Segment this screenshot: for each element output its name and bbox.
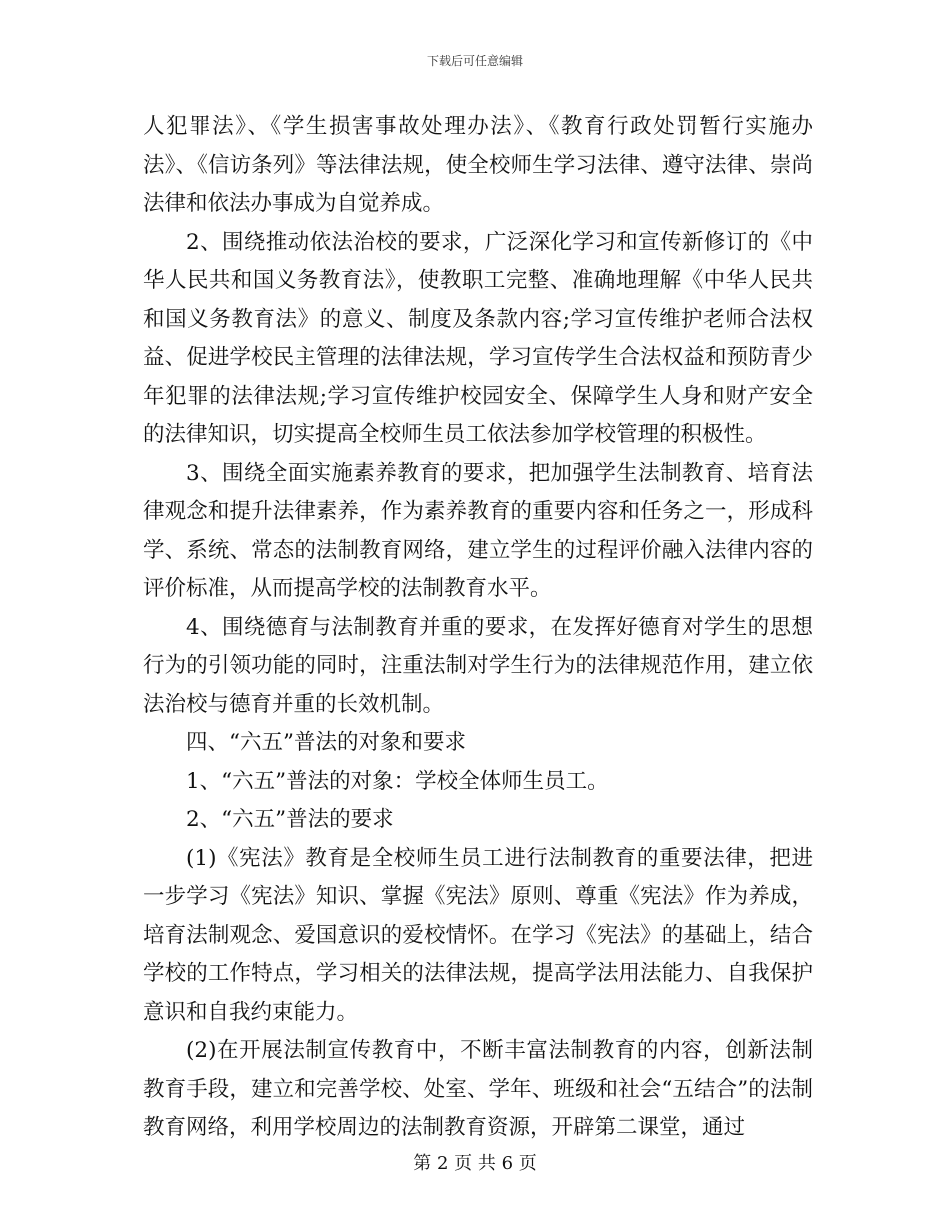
paragraph: 3、围绕全面实施素养教育的要求，把加强学生法制教育、培育法律观念和提升法律素养，作为素养教育的重要内容和任务之一，形成科学、系统、常态的法制教育网络，建立学生的过程评价融入法律内容的评价标准，从而提高学校的法制教育水平。 (143, 460, 813, 601)
section-heading: 四、“六五”普法的对象和要求 (186, 730, 466, 755)
document-body (143, 108, 813, 1148)
paragraph: 4、围绕德育与法制教育并重的要求，在发挥好德育对学生的思想行为的引领功能的同时，注重法制对学生行为的法律规范作用，建立依法治校与德育并重的长效机制。 (143, 614, 813, 717)
paragraph: 1、“六五”普法的对象：学校全体师生员工。 (186, 768, 609, 794)
page-header: 下载后可任意编辑 (426, 54, 523, 68)
paragraph: 2、围绕推动依法治校的要求，广泛深化学习和宣传新修订的《中华人民共和国义务教育法》，使教职工完整、准确地理解《中华人民共和国义务教育法》的意义、制度及条款内容;学习宣传维护老师合法权益、促进学校民主管理的法律法规，学习宣传学生合法权益和预防青少年犯罪的法律法规;学习宣传维护校园安全、保障学生人身和财产安全的法律知识，切实提高全校师生员工依法参加学校管理的积极性。 (143, 229, 813, 447)
paragraph: (2)在开展法制宣传教育中，不断丰富法制教育的内容，创新法制教育手段，建立和完善学校、处室、学年、班级和社会“五结合”的法制教育网络，利用学校周边的法制教育资源，开辟第二课堂，通过 (143, 1038, 813, 1140)
paragraph: (1)《宪法》教育是全校师生员工进行法制教育的重要法律，把进一步学习《宪法》知识、掌握《宪法》原则、尊重《宪法》作为养成，培育法制观念、爱国意识的爱校情怀。在学习《宪法》的基础上，结合学校的工作特点，学习相关的法律法规，提高学法用法能力、自我保护意识和自我约束能力。 (143, 845, 813, 1025)
subheading: 2、“六五”普法的要求 (186, 807, 394, 832)
page-footer: 第 2 页 共 6 页 (413, 1153, 537, 1174)
paragraph: 人犯罪法》、《学生损害事故处理办法》、《教育行政处罚暂行实施办法》、《信访条列》等法律法规，使全校师生学习法律、遵守法律、崇尚法律和依法办事成为自觉养成。 (143, 114, 813, 216)
